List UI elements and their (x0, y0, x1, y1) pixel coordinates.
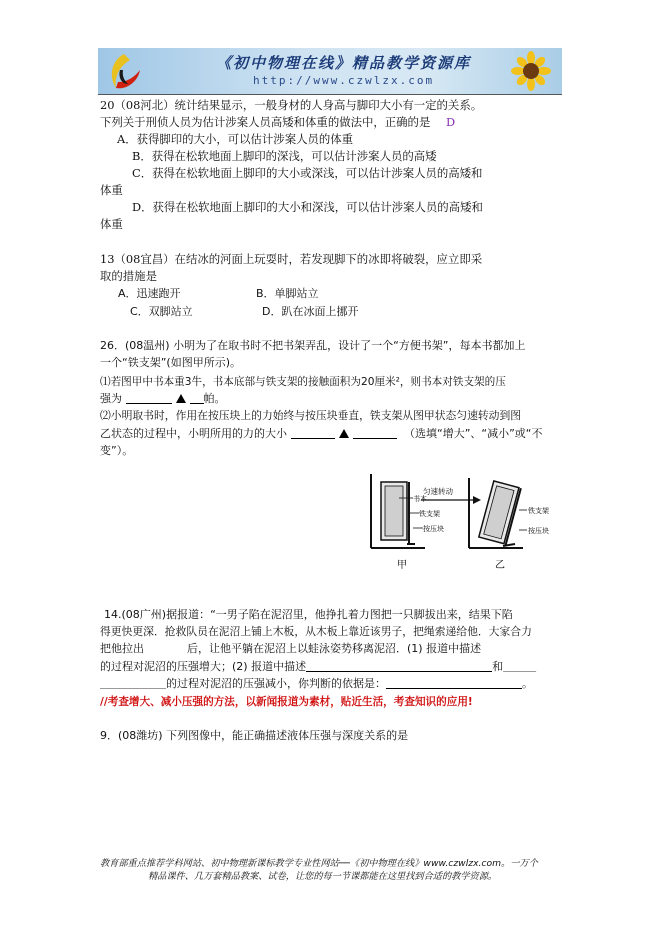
figure-label-support-left: 铁支架 (419, 510, 440, 518)
figure-label-press-left: 按压块 (423, 525, 444, 533)
figure-caption-left: 甲 (397, 560, 407, 571)
q20-stem: 下列关于刑侦人员为估计涉案人员高矮和体重的做法中，正确的是 (100, 115, 431, 129)
q14-line5 (100, 676, 533, 693)
q20-option-d: D．获得在松软地面上脚印的大小和深浅，可以估计涉案人员的高矮和 (132, 200, 483, 214)
q26-part2-suffix: （选填“增大”、“减小”或“不 (404, 427, 543, 440)
figure-left-bookshelf (371, 474, 425, 548)
q13-line2: 取的措施是 (100, 269, 157, 283)
banner-title: 《初中物理在线》精品教学资源库 (216, 54, 472, 72)
q14-line5-suffix: 。 (522, 677, 533, 690)
q14-line4 (100, 659, 536, 676)
figure-caption-right: 乙 (495, 560, 505, 571)
q20-line2 (100, 114, 455, 131)
figure-arrow (421, 496, 481, 504)
figure-label-press-right: 按压块 (528, 527, 549, 535)
q26-part1-suffix: 帕。 (203, 392, 226, 405)
q20-option-c: C．获得在松软地面上脚印的大小或深浅，可以估计涉案人员的高矮和 (132, 166, 483, 180)
q14-line4-prefix: 的过程对泥沼的压强增大；(2) 报道中描述 (100, 660, 307, 673)
q26-blank-1[interactable] (126, 392, 172, 404)
q13-option-b: B．单脚站立 (256, 287, 319, 300)
q26-part2-prefix: 乙状态的过程中，小明所用的力的大小 (100, 427, 287, 440)
q26-part2-line3: 变”）。 (100, 444, 134, 457)
q14-line5-prefix: ＿＿＿＿＿＿的过程对泥沼的压强减小，你判断的依据是： (100, 677, 386, 690)
q26-part2-line1: ⑵小明取书时，作用在按压块上的力始终与按压块垂直，铁支架从图甲状态匀速转动到图 (100, 409, 522, 422)
q26-part1-prefix: 强为 (100, 392, 122, 405)
header-banner (98, 48, 562, 95)
q14-blank-gap[interactable] (148, 643, 184, 654)
figure-arrow-label: 匀速转动 (423, 487, 453, 496)
q20-option-c-cont: 体重 (100, 183, 123, 197)
q14-line1: 14.(08广州)据报道：“一男子陷在泥沼里，他挣扎着力图把一只脚拔出来，结果下陷 (104, 608, 513, 621)
q20-option-a: A．获得脚印的大小，可以估计涉案人员的体重 (117, 132, 354, 146)
q26-part1-line1: ⑴若图甲中书本重3牛，书本底部与铁支架的接触面积为20厘米²，则书本对铁支架的压 (100, 376, 506, 388)
q14-blank-2[interactable] (386, 677, 522, 689)
q20-option-d-cont: 体重 (100, 217, 123, 231)
q14-note: //考查增大、减小压强的方法，以新闻报道为素材，贴近生活，考查知识的应用! (100, 696, 473, 708)
site-logo-icon (104, 50, 144, 92)
q14-blank-1[interactable] (306, 660, 492, 672)
q13-option-a: A．迅速跑开 (118, 287, 181, 300)
footer-line1: 教育部重点推荐学科网站、初中物理新课标教学专业性网站──《初中物理在线》www.czwlzx.com。一万个 (100, 858, 538, 869)
footer-line2: 精品课件、几万套精品教案、试卷，让您的每一节课都能在这里找到合适的教学资源。 (148, 871, 498, 882)
q13-option-c: C．双脚站立 (130, 305, 193, 318)
q26-part1-line2 (100, 391, 226, 408)
banner-url[interactable]: http://www.czwlzx.com (253, 74, 435, 87)
sunflower-icon (508, 50, 554, 92)
q20-option-b: B．获得在松软地面上脚印的深浅，可以估计涉案人员的高矮 (132, 149, 437, 163)
q14-line2: 得更快更深．抢救队员在泥沼上铺上木板，从木板上靠近该男子，把绳索递给他．大家合力 (100, 625, 532, 638)
figure-label-book: 书本 (413, 495, 427, 503)
triangle-marker-icon (339, 429, 349, 438)
q14-line3 (100, 641, 481, 658)
q14-line3-suffix: 后，让他平躺在泥沼上以蛙泳姿势移离泥沼．(1) 报道中描述 (187, 642, 482, 655)
q20-line1: 20（08河北）统计结果显示，一般身材的人身高与脚印大小有一定的关系。 (100, 98, 483, 112)
q26-blank-2-tail (353, 427, 397, 439)
q13-line1: 13（08宜昌）在结冰的河面上玩耍时，若发现脚下的冰即将破裂，应立即采 (100, 252, 483, 266)
q26-part2-line2 (100, 426, 543, 443)
q26-blank-1-tail (190, 392, 204, 404)
bookshelf-figure (363, 468, 563, 578)
q14-line3-prefix: 把他拉出 (100, 642, 144, 655)
q9-line1: 9．(08潍坊) 下列图像中，能正确描述液体压强与深度关系的是 (100, 729, 409, 742)
q20-answer: D (445, 115, 456, 129)
q14-line4-suffix: 和＿＿＿ (492, 660, 537, 673)
q26-line1: 26．(08温州) 小明为了在取书时不把书架弄乱，设计了一个“方便书架”，每本书都加上 (100, 339, 526, 352)
figure-right-bookshelf (469, 478, 523, 548)
q26-blank-2[interactable] (291, 427, 335, 439)
q13-option-d: D．趴在冰面上挪开 (262, 305, 359, 318)
triangle-marker-icon (176, 394, 186, 403)
figure-label-support-right: 铁支架 (528, 507, 549, 515)
q26-line2: 一个“铁支架”(如图甲所示)。 (100, 356, 241, 369)
